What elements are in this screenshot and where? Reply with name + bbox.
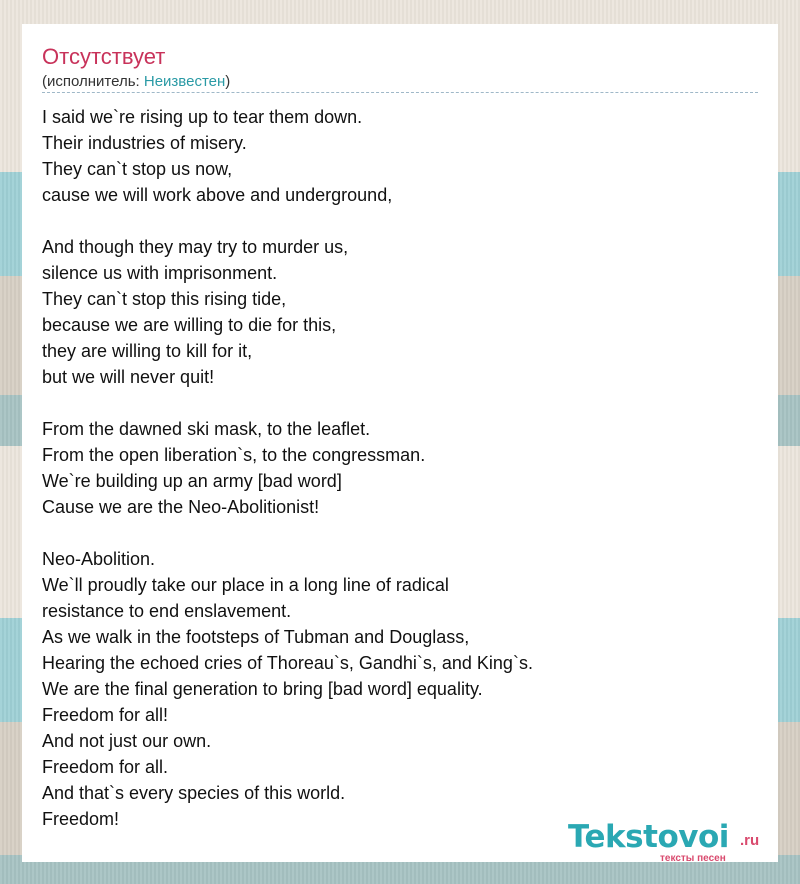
lyric-line: They can`t stop us now, [42,159,233,179]
lyric-line: Their industries of misery. [42,133,247,153]
lyric-blank-line [42,208,758,234]
lyric-line: And though they may try to murder us, [42,237,349,257]
lyric-line: Cause we are the Neo-Abolitionist! [42,497,320,517]
lyric-line: We`ll proudly take our place in a long line of radical [42,575,449,595]
lyric-blank-line [42,520,758,546]
lyric-line: I said we`re rising up to tear them down. [42,107,363,127]
lyric-line: They can`t stop this rising tide, [42,289,287,309]
artist-line [42,73,230,91]
lyric-blank-line [42,390,758,416]
site-logo[interactable] [568,819,778,864]
logo-wordmark: Tekstovoi [568,819,729,855]
logo-tagline: тексты песен [660,853,726,864]
lyric-line: And not just our own. [42,731,212,751]
lyric-line: because we are willing to die for this, [42,315,337,335]
artist-link[interactable]: Неизвестен [143,73,226,90]
lyric-line: resistance to end enslavement. [42,601,292,621]
title-divider [42,92,758,93]
artist-suffix: ) [225,73,231,90]
logo-tld: .ru [740,832,760,849]
lyric-line: From the open liberation`s, to the congressman. [42,445,426,465]
lyric-line: they are willing to kill for it, [42,341,253,361]
lyric-line: As we walk in the footsteps of Tubman and Douglass, [42,627,470,647]
artist-prefix: (исполнитель: [42,73,144,90]
lyric-line: We are the final generation to bring [bad word] equality. [42,679,483,699]
lyrics-text [42,104,758,832]
song-title: Отсутствует [42,44,166,69]
lyric-line: We`re building up an army [bad word] [42,471,342,491]
lyric-line: Freedom for all! [42,705,169,725]
lyric-line: Freedom! [42,809,120,829]
lyric-line: Neo-Abolition. [42,549,156,569]
lyric-line: Hearing the echoed cries of Thoreau`s, Gandhi`s, and King`s. [42,653,533,673]
lyric-line: silence us with imprisonment. [42,263,278,283]
lyric-line: Freedom for all. [42,757,169,777]
lyrics-card [22,24,778,862]
lyric-line: but we will never quit! [42,367,215,387]
lyric-line: And that`s every species of this world. [42,783,346,803]
lyric-line: cause we will work above and underground, [42,185,393,205]
lyric-line: From the dawned ski mask, to the leaflet. [42,419,371,439]
